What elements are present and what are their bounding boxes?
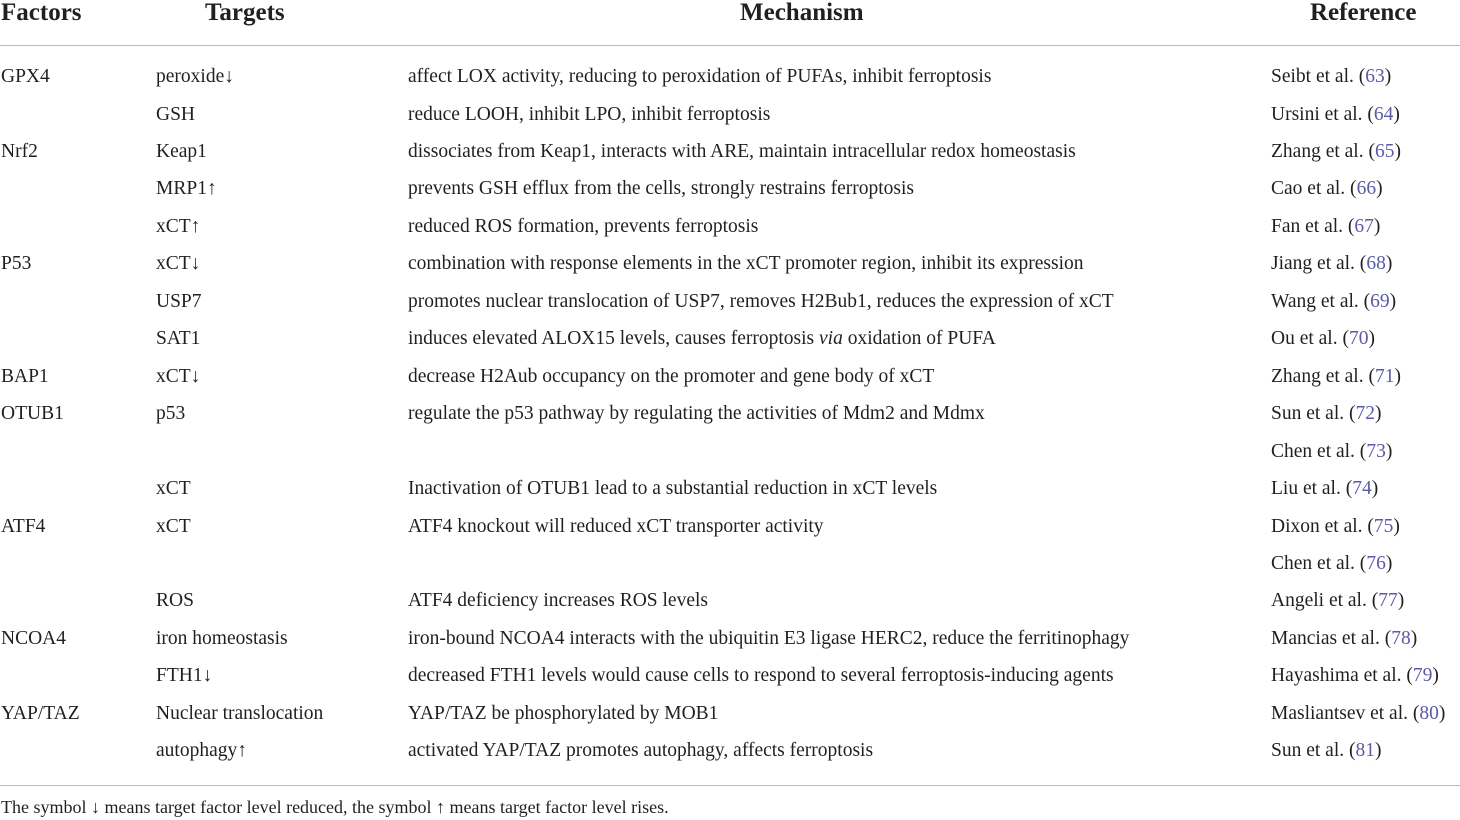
mechanism-cell: affect LOX activity, reducing to peroxidation of PUFAs, inhibit ferroptosis xyxy=(408,66,992,87)
reference-link[interactable]: 69 xyxy=(1370,290,1390,312)
reference-link[interactable]: 67 xyxy=(1354,215,1374,237)
header-factors: Factors xyxy=(1,0,82,26)
reference-author: Seibt et al. ( xyxy=(1271,66,1366,87)
target-cell: xCT↓ xyxy=(156,365,201,387)
header-mechanism: Mechanism xyxy=(740,0,864,26)
reference-author: Ou et al. ( xyxy=(1271,328,1349,350)
table-row xyxy=(0,624,1460,654)
table-bottom-divider xyxy=(0,785,1460,786)
reference-cell xyxy=(1271,287,1396,317)
reference-author: Zhang et al. ( xyxy=(1271,140,1375,162)
reference-cell xyxy=(1271,100,1400,130)
reference-cell xyxy=(1271,324,1375,354)
reference-close: ) xyxy=(1385,553,1393,574)
reference-close: ) xyxy=(1374,403,1382,425)
table-row xyxy=(0,549,1460,579)
reference-close: ) xyxy=(1389,290,1397,312)
reference-author: Mancias et al. ( xyxy=(1271,627,1392,649)
reference-author: Jiang et al. ( xyxy=(1271,253,1367,275)
table-row xyxy=(0,699,1460,729)
table-row xyxy=(0,137,1460,167)
header-reference: Reference xyxy=(1310,0,1417,26)
reference-author: Angeli et al. ( xyxy=(1271,590,1379,612)
reference-author: Sun et al. ( xyxy=(1271,403,1356,425)
target-cell: ROS xyxy=(156,590,194,612)
target-cell: xCT↑ xyxy=(156,215,201,237)
table-footnote: The symbol ↓ means target factor level reduced, the symbol ↑ means target factor level rises. xyxy=(1,797,669,817)
table-row xyxy=(0,249,1460,279)
reference-link[interactable]: 66 xyxy=(1356,178,1377,200)
reference-cell xyxy=(1271,212,1380,242)
reference-link[interactable]: 76 xyxy=(1366,553,1386,574)
table-row xyxy=(0,174,1460,204)
reference-cell xyxy=(1271,437,1392,467)
mechanism-cell: activated YAP/TAZ promotes autophagy, affects ferroptosis xyxy=(408,740,874,762)
target-cell: xCT xyxy=(156,478,191,500)
reference-close: ) xyxy=(1376,178,1383,200)
reference-close: ) xyxy=(1410,627,1418,649)
reference-cell xyxy=(1271,249,1392,279)
factor-cell: BAP1 xyxy=(1,365,49,387)
table-row xyxy=(0,661,1460,691)
reference-author: Cao et al. ( xyxy=(1271,178,1357,200)
mechanism-cell: prevents GSH efflux from the cells, strongly restrains ferroptosis xyxy=(408,178,914,200)
reference-author: Liu et al. ( xyxy=(1271,478,1353,500)
target-cell: iron homeostasis xyxy=(156,627,288,649)
table-row xyxy=(0,512,1460,542)
target-cell: peroxide↓ xyxy=(156,66,234,87)
reference-link[interactable]: 73 xyxy=(1366,440,1386,462)
reference-link[interactable]: 68 xyxy=(1366,253,1386,275)
reference-close: ) xyxy=(1397,590,1405,612)
mechanism-cell: ATF4 deficiency increases ROS levels xyxy=(408,590,709,612)
reference-link[interactable]: 74 xyxy=(1352,478,1372,500)
reference-close: ) xyxy=(1438,702,1446,724)
target-cell: MRP1↑ xyxy=(156,178,217,200)
reference-author: Ursini et al. ( xyxy=(1271,103,1374,125)
reference-close: ) xyxy=(1368,328,1375,350)
reference-link[interactable]: 77 xyxy=(1378,590,1398,612)
mechanism-cell: reduce LOOH, inhibit LPO, inhibit ferroptosis xyxy=(408,103,771,125)
factor-cell: YAP/TAZ xyxy=(1,702,80,724)
mechanism-cell: Inactivation of OTUB1 lead to a substantial reduction in xCT levels xyxy=(408,478,938,500)
reference-author: Sun et al. ( xyxy=(1271,740,1356,762)
reference-close: ) xyxy=(1393,515,1400,537)
reference-close: ) xyxy=(1385,440,1393,462)
table-row xyxy=(0,437,1460,467)
reference-link[interactable]: 79 xyxy=(1412,665,1433,687)
reference-link[interactable]: 81 xyxy=(1355,740,1375,762)
target-cell: SAT1 xyxy=(156,328,201,350)
table-row xyxy=(0,287,1460,317)
reference-link[interactable]: 64 xyxy=(1373,103,1394,125)
reference-cell xyxy=(1271,62,1391,92)
mechanism-cell: decrease H2Aub occupancy on the promoter and gene body of xCT xyxy=(408,365,935,387)
table-row xyxy=(0,212,1460,242)
reference-cell xyxy=(1271,661,1439,691)
mechanism-cell: combination with response elements in the xCT promoter region, inhibit its expression xyxy=(408,253,1084,275)
table-row xyxy=(0,586,1460,616)
factor-cell: ATF4 xyxy=(1,515,46,537)
reference-author: Zhang et al. ( xyxy=(1271,365,1375,387)
target-cell: Keap1 xyxy=(156,140,207,162)
factor-cell: GPX4 xyxy=(1,66,50,87)
target-cell: xCT↓ xyxy=(156,253,201,275)
table-row xyxy=(0,324,1460,354)
reference-link[interactable]: 80 xyxy=(1419,702,1439,724)
header-divider xyxy=(0,45,1460,46)
reference-link[interactable]: 78 xyxy=(1391,627,1411,649)
reference-cell xyxy=(1271,624,1417,654)
factor-cell: P53 xyxy=(1,253,32,275)
reference-close: ) xyxy=(1394,365,1401,387)
reference-close: ) xyxy=(1432,665,1439,687)
reference-author: Wang et al. ( xyxy=(1271,290,1371,312)
factor-cell: OTUB1 xyxy=(1,403,64,425)
mechanism-cell: decreased FTH1 levels would cause cells to respond to several ferroptosis-inducing agents xyxy=(408,665,1114,687)
reference-cell xyxy=(1271,549,1392,579)
table-row xyxy=(0,362,1460,392)
reference-author: Chen et al. ( xyxy=(1271,553,1367,574)
reference-cell xyxy=(1271,137,1401,167)
reference-author: Masliantsev et al. ( xyxy=(1271,702,1420,724)
reference-close: ) xyxy=(1384,66,1392,87)
reference-link[interactable]: 65 xyxy=(1374,140,1395,162)
reference-link[interactable]: 75 xyxy=(1373,515,1394,537)
reference-author: Dixon et al. ( xyxy=(1271,515,1374,537)
reference-close: ) xyxy=(1385,253,1393,275)
target-cell: USP7 xyxy=(156,290,202,312)
target-cell: autophagy↑ xyxy=(156,740,247,762)
reference-cell xyxy=(1271,512,1400,542)
reference-close: ) xyxy=(1371,478,1379,500)
target-cell: Nuclear translocation xyxy=(156,702,324,724)
factor-cell: Nrf2 xyxy=(1,140,38,162)
reference-link[interactable]: 71 xyxy=(1374,365,1395,387)
reference-close: ) xyxy=(1374,740,1382,762)
mechanism-cell: dissociates from Keap1, interacts with ARE, maintain intracellular redox homeostasis xyxy=(408,140,1076,162)
table-row xyxy=(0,399,1460,429)
mechanism-cell: iron-bound NCOA4 interacts with the ubiquitin E3 ligase HERC2, reduce the ferritinophagy xyxy=(408,627,1130,649)
reference-link[interactable]: 63 xyxy=(1365,66,1385,87)
table-row xyxy=(0,474,1460,504)
reference-cell xyxy=(1271,474,1378,504)
reference-link[interactable]: 70 xyxy=(1348,328,1369,350)
reference-author: Chen et al. ( xyxy=(1271,440,1367,462)
mechanism-cell: induces elevated ALOX15 levels, causes ferroptosis via oxidation of PUFA xyxy=(408,328,996,350)
reference-cell xyxy=(1271,699,1445,729)
target-cell: GSH xyxy=(156,103,196,125)
reference-author: Fan et al. ( xyxy=(1271,215,1355,237)
reference-cell xyxy=(1271,736,1381,766)
mechanism-cell: regulate the p53 pathway by regulating the activities of Mdm2 and Mdmx xyxy=(408,403,985,425)
mechanism-cell: reduced ROS formation, prevents ferroptosis xyxy=(408,215,759,237)
target-cell: p53 xyxy=(156,403,186,425)
reference-link[interactable]: 72 xyxy=(1355,403,1375,425)
reference-cell xyxy=(1271,399,1381,429)
header-targets: Targets xyxy=(205,0,285,26)
factor-cell: NCOA4 xyxy=(1,627,67,649)
reference-cell xyxy=(1271,362,1401,392)
reference-close: ) xyxy=(1393,103,1400,125)
mechanism-cell: YAP/TAZ be phosphorylated by MOB1 xyxy=(408,702,719,724)
table-row xyxy=(0,736,1460,766)
target-cell: FTH1↓ xyxy=(156,665,213,687)
mechanism-cell: promotes nuclear translocation of USP7, removes H2Bub1, reduces the expression of xCT xyxy=(408,290,1114,312)
target-cell: xCT xyxy=(156,515,191,537)
table-row xyxy=(0,62,1460,92)
reference-cell xyxy=(1271,174,1383,204)
reference-close: ) xyxy=(1373,215,1381,237)
reference-cell xyxy=(1271,586,1404,616)
table-row xyxy=(0,100,1460,130)
reference-close: ) xyxy=(1394,140,1401,162)
reference-author: Hayashima et al. ( xyxy=(1271,665,1413,687)
mechanism-cell: ATF4 knockout will reduced xCT transporter activity xyxy=(408,515,824,537)
